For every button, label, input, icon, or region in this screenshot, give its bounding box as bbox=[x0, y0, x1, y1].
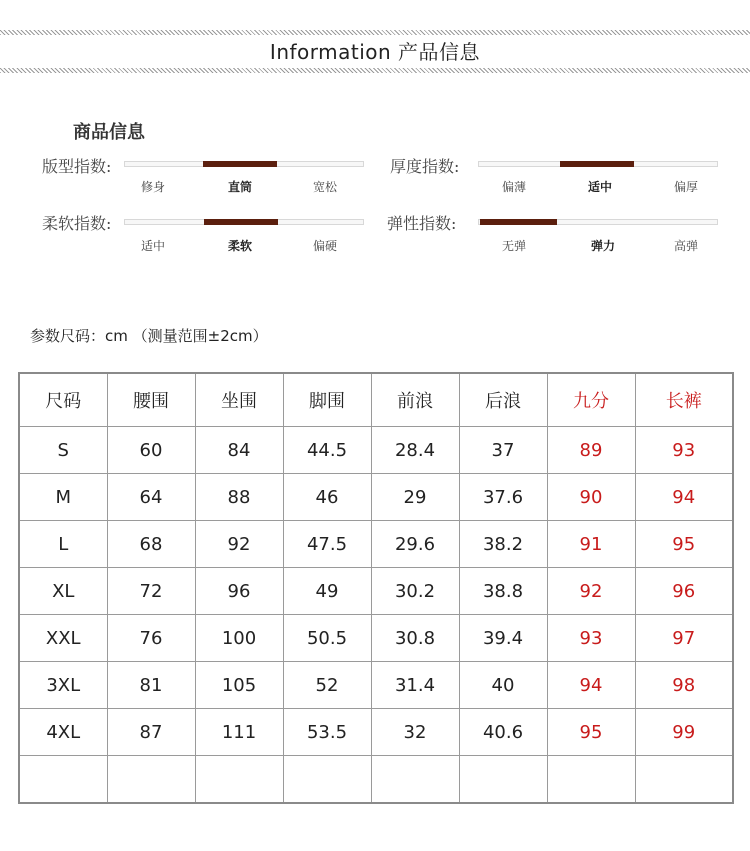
indicator-option: 无弹 bbox=[501, 239, 527, 253]
page-title: Information 产品信息 bbox=[269, 40, 481, 64]
table-cell: 99 bbox=[635, 709, 733, 756]
header-size: 尺码 bbox=[19, 373, 107, 427]
header-waist: 腰围 bbox=[107, 373, 195, 427]
table-cell: XXL bbox=[19, 615, 107, 662]
table-cell: 52 bbox=[283, 662, 371, 709]
indicator-fill bbox=[480, 219, 557, 225]
size-note: 参数尺码：cm （测量范围±2cm） bbox=[30, 327, 268, 345]
size-table bbox=[18, 372, 734, 804]
table-cell: 31.4 bbox=[371, 662, 459, 709]
table-cell: 49 bbox=[283, 568, 371, 615]
table-cell: 28.4 bbox=[371, 427, 459, 474]
table-cell: 100 bbox=[195, 615, 283, 662]
indicator-track bbox=[478, 161, 718, 167]
table-cell: S bbox=[19, 427, 107, 474]
table-cell: 94 bbox=[635, 474, 733, 521]
table-row bbox=[19, 568, 733, 615]
table-row bbox=[19, 521, 733, 568]
table-cell: M bbox=[19, 474, 107, 521]
table-cell: 76 bbox=[107, 615, 195, 662]
header-leg-opening: 脚围 bbox=[283, 373, 371, 427]
table-cell: 29.6 bbox=[371, 521, 459, 568]
table-cell bbox=[195, 756, 283, 804]
table-cell: 90 bbox=[547, 474, 635, 521]
table-cell: 40 bbox=[459, 662, 547, 709]
table-cell: 87 bbox=[107, 709, 195, 756]
indicator-label: 弹性指数: bbox=[387, 214, 457, 233]
indicator-option-selected: 直筒 bbox=[227, 180, 253, 194]
table-cell: 46 bbox=[283, 474, 371, 521]
table-cell: 111 bbox=[195, 709, 283, 756]
table-cell: 91 bbox=[547, 521, 635, 568]
table-cell: 47.5 bbox=[283, 521, 371, 568]
table-cell: 88 bbox=[195, 474, 283, 521]
indicator-option: 宽松 bbox=[312, 180, 338, 194]
indicator-fill bbox=[204, 219, 278, 225]
indicator-option-selected: 柔软 bbox=[227, 239, 253, 253]
table-cell: 96 bbox=[635, 568, 733, 615]
table-row bbox=[19, 756, 733, 804]
table-cell: 37.6 bbox=[459, 474, 547, 521]
header-hip: 坐围 bbox=[195, 373, 283, 427]
table-row bbox=[19, 662, 733, 709]
indicator-option: 高弹 bbox=[673, 239, 699, 253]
table-cell bbox=[547, 756, 635, 804]
table-cell: 93 bbox=[635, 427, 733, 474]
table-cell: 32 bbox=[371, 709, 459, 756]
table-cell bbox=[635, 756, 733, 804]
table-cell: 89 bbox=[547, 427, 635, 474]
table-cell: 38.8 bbox=[459, 568, 547, 615]
indicator-label: 柔软指数: bbox=[42, 214, 112, 233]
table-cell: 50.5 bbox=[283, 615, 371, 662]
indicator-option-selected: 适中 bbox=[587, 180, 613, 194]
indicator-track bbox=[124, 219, 364, 225]
table-cell: L bbox=[19, 521, 107, 568]
bottom-divider bbox=[0, 68, 750, 73]
indicator-option-selected: 弹力 bbox=[590, 239, 616, 253]
indicator-option: 偏薄 bbox=[501, 180, 527, 194]
indicator-option: 修身 bbox=[140, 180, 166, 194]
table-cell: 3XL bbox=[19, 662, 107, 709]
table-row bbox=[19, 615, 733, 662]
table-cell: 94 bbox=[547, 662, 635, 709]
top-divider bbox=[0, 30, 750, 35]
table-row bbox=[19, 709, 733, 756]
table-cell: 92 bbox=[547, 568, 635, 615]
table-cell: 40.6 bbox=[459, 709, 547, 756]
table-cell: 38.2 bbox=[459, 521, 547, 568]
indicator-track bbox=[478, 219, 718, 225]
table-cell: 72 bbox=[107, 568, 195, 615]
indicator-fill bbox=[560, 161, 634, 167]
table-cell: 95 bbox=[635, 521, 733, 568]
indicator-label: 厚度指数: bbox=[390, 157, 460, 176]
table-cell: 30.2 bbox=[371, 568, 459, 615]
table-cell: 98 bbox=[635, 662, 733, 709]
table-cell: 29 bbox=[371, 474, 459, 521]
table-cell bbox=[371, 756, 459, 804]
table-row bbox=[19, 474, 733, 521]
table-cell: 81 bbox=[107, 662, 195, 709]
indicator-option: 偏厚 bbox=[673, 180, 699, 194]
header-front-rise: 前浪 bbox=[371, 373, 459, 427]
table-cell bbox=[283, 756, 371, 804]
table-cell: 44.5 bbox=[283, 427, 371, 474]
indicator-option: 适中 bbox=[140, 239, 166, 253]
table-cell: 60 bbox=[107, 427, 195, 474]
table-cell bbox=[107, 756, 195, 804]
indicator-fill bbox=[203, 161, 277, 167]
table-row bbox=[19, 427, 733, 474]
indicator-option: 偏硬 bbox=[312, 239, 338, 253]
table-cell: 84 bbox=[195, 427, 283, 474]
header-full-length: 长裤 bbox=[635, 373, 733, 427]
table-cell: 4XL bbox=[19, 709, 107, 756]
section-title: 商品信息 bbox=[73, 122, 145, 143]
indicator-track bbox=[124, 161, 364, 167]
table-cell: 39.4 bbox=[459, 615, 547, 662]
table-cell: 92 bbox=[195, 521, 283, 568]
table-cell: 95 bbox=[547, 709, 635, 756]
table-cell: 93 bbox=[547, 615, 635, 662]
table-header-row bbox=[19, 373, 733, 427]
table-cell: 37 bbox=[459, 427, 547, 474]
table-cell: 105 bbox=[195, 662, 283, 709]
table-cell: 53.5 bbox=[283, 709, 371, 756]
table-cell: 96 bbox=[195, 568, 283, 615]
table-cell: 97 bbox=[635, 615, 733, 662]
table-cell: 30.8 bbox=[371, 615, 459, 662]
table-cell bbox=[459, 756, 547, 804]
header-ninth-length: 九分 bbox=[547, 373, 635, 427]
table-cell bbox=[19, 756, 107, 804]
indicator-label: 版型指数: bbox=[42, 157, 112, 176]
table-cell: XL bbox=[19, 568, 107, 615]
table-cell: 64 bbox=[107, 474, 195, 521]
header-back-rise: 后浪 bbox=[459, 373, 547, 427]
table-cell: 68 bbox=[107, 521, 195, 568]
